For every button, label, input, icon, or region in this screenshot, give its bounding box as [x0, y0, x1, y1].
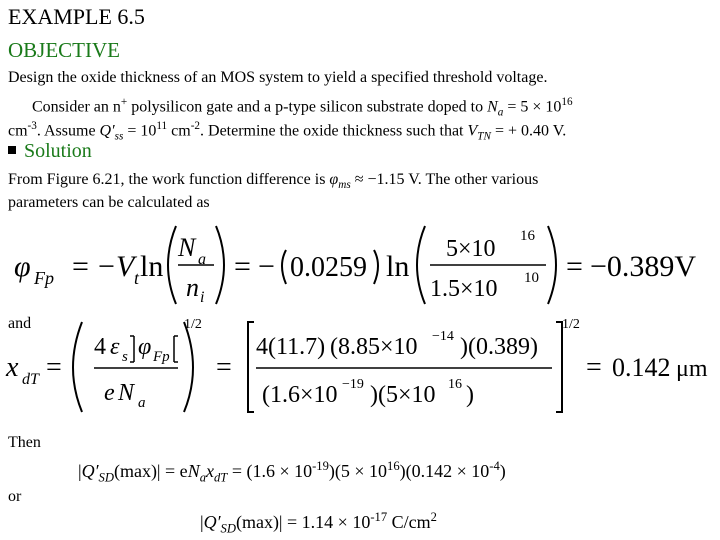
svg-text:s: s	[122, 349, 128, 365]
svg-text:φ: φ	[138, 334, 152, 360]
svg-text:)(0.389): )(0.389)	[460, 334, 538, 360]
svg-text:−0.389V: −0.389V	[590, 250, 697, 283]
svg-text:1/2: 1/2	[184, 317, 202, 332]
svg-text:16: 16	[520, 228, 535, 244]
svg-text:=: =	[72, 250, 89, 283]
svg-text:μm: μm	[676, 356, 708, 382]
equation-qsd-result: $|Q'_{SD}(\max)| = 1.14 \times 10^{-17}$ $C/cm^2$	[200, 510, 437, 536]
svg-text:4: 4	[94, 334, 106, 360]
svg-text:t: t	[134, 268, 140, 288]
solution-line-2: parameters can be calculated as	[8, 194, 210, 211]
svg-text:n: n	[186, 273, 199, 302]
objective-heading: OBJECTIVE	[8, 38, 120, 62]
svg-text:e: e	[104, 380, 115, 406]
svg-text:=: =	[586, 352, 602, 383]
svg-text:a: a	[138, 395, 146, 411]
svg-text:=: =	[46, 352, 62, 383]
svg-text:−: −	[258, 250, 275, 283]
solution-line-1: From Figure 6.21, the work function difference is $\varphi_{ms} \approx -1.15$ V. The other various	[8, 171, 539, 192]
svg-text:V: V	[116, 250, 135, 283]
svg-text:Fp: Fp	[153, 349, 170, 365]
svg-text:)(5×10: )(5×10	[370, 382, 436, 408]
svg-text:0.142: 0.142	[612, 353, 671, 382]
svg-text:Fp: Fp	[34, 268, 54, 288]
svg-text:ln: ln	[386, 250, 410, 283]
equation-qsd-expression: $|Q'_{SD}(\max)| = eN_ax_{dT} = (1.6 \times 10^{-19})(5 \times 10^{16})(0.142 \times 10^{-4})$	[78, 459, 506, 485]
svg-text:N: N	[178, 233, 196, 262]
svg-text:5×10: 5×10	[446, 236, 496, 262]
equation-xdt	[0, 314, 720, 414]
example-title: EXAMPLE 6.5	[8, 4, 145, 29]
svg-text:16: 16	[448, 377, 462, 392]
svg-text:=: =	[216, 352, 232, 383]
svg-text:ln: ln	[140, 250, 164, 283]
equation-phi-fp	[0, 218, 720, 308]
svg-text:−: −	[98, 250, 115, 283]
svg-text:x: x	[6, 352, 19, 383]
svg-text:4(11.7): 4(11.7)	[256, 334, 326, 360]
svg-text:=: =	[566, 250, 583, 283]
svg-text:=: =	[234, 250, 251, 283]
and-label: and	[8, 315, 32, 332]
objective-line-2: Consider an n+ polysilicon gate and a p-type silicon substrate doped to $N_a = 5 \times 10^{16}$	[32, 96, 573, 119]
svg-text:1.5×10: 1.5×10	[430, 276, 498, 302]
svg-text:): )	[466, 382, 474, 408]
svg-text:i: i	[200, 289, 205, 306]
svg-text:a: a	[198, 251, 206, 268]
svg-text:(8.85×10: (8.85×10	[330, 334, 418, 360]
svg-text:10: 10	[524, 270, 539, 286]
or-label: or	[8, 488, 22, 505]
svg-text:1/2: 1/2	[562, 317, 580, 332]
objective-line-1: Design the oxide thickness of an MOS system to yield a specified threshold voltage.	[8, 69, 548, 86]
svg-text:N: N	[118, 380, 135, 406]
solution-heading: Solution	[8, 140, 92, 163]
bullet-square-icon	[8, 146, 16, 154]
svg-text:(1.6×10: (1.6×10	[262, 382, 338, 408]
then-label: Then	[8, 434, 41, 451]
svg-text:0.0259: 0.0259	[290, 252, 367, 283]
svg-text:ε: ε	[110, 334, 120, 360]
svg-text:−14: −14	[432, 329, 454, 344]
svg-text:φ: φ	[14, 250, 31, 283]
svg-text:dT: dT	[22, 371, 39, 388]
svg-text:−19: −19	[342, 377, 364, 392]
objective-line-3: $cm^{-3}$. Assume $Q'_{ss} = 10^{11}$ $cm^{-2}$. Determine the oxide thickness such that $V_{TN}$ = + 0.40 V.	[8, 120, 567, 143]
